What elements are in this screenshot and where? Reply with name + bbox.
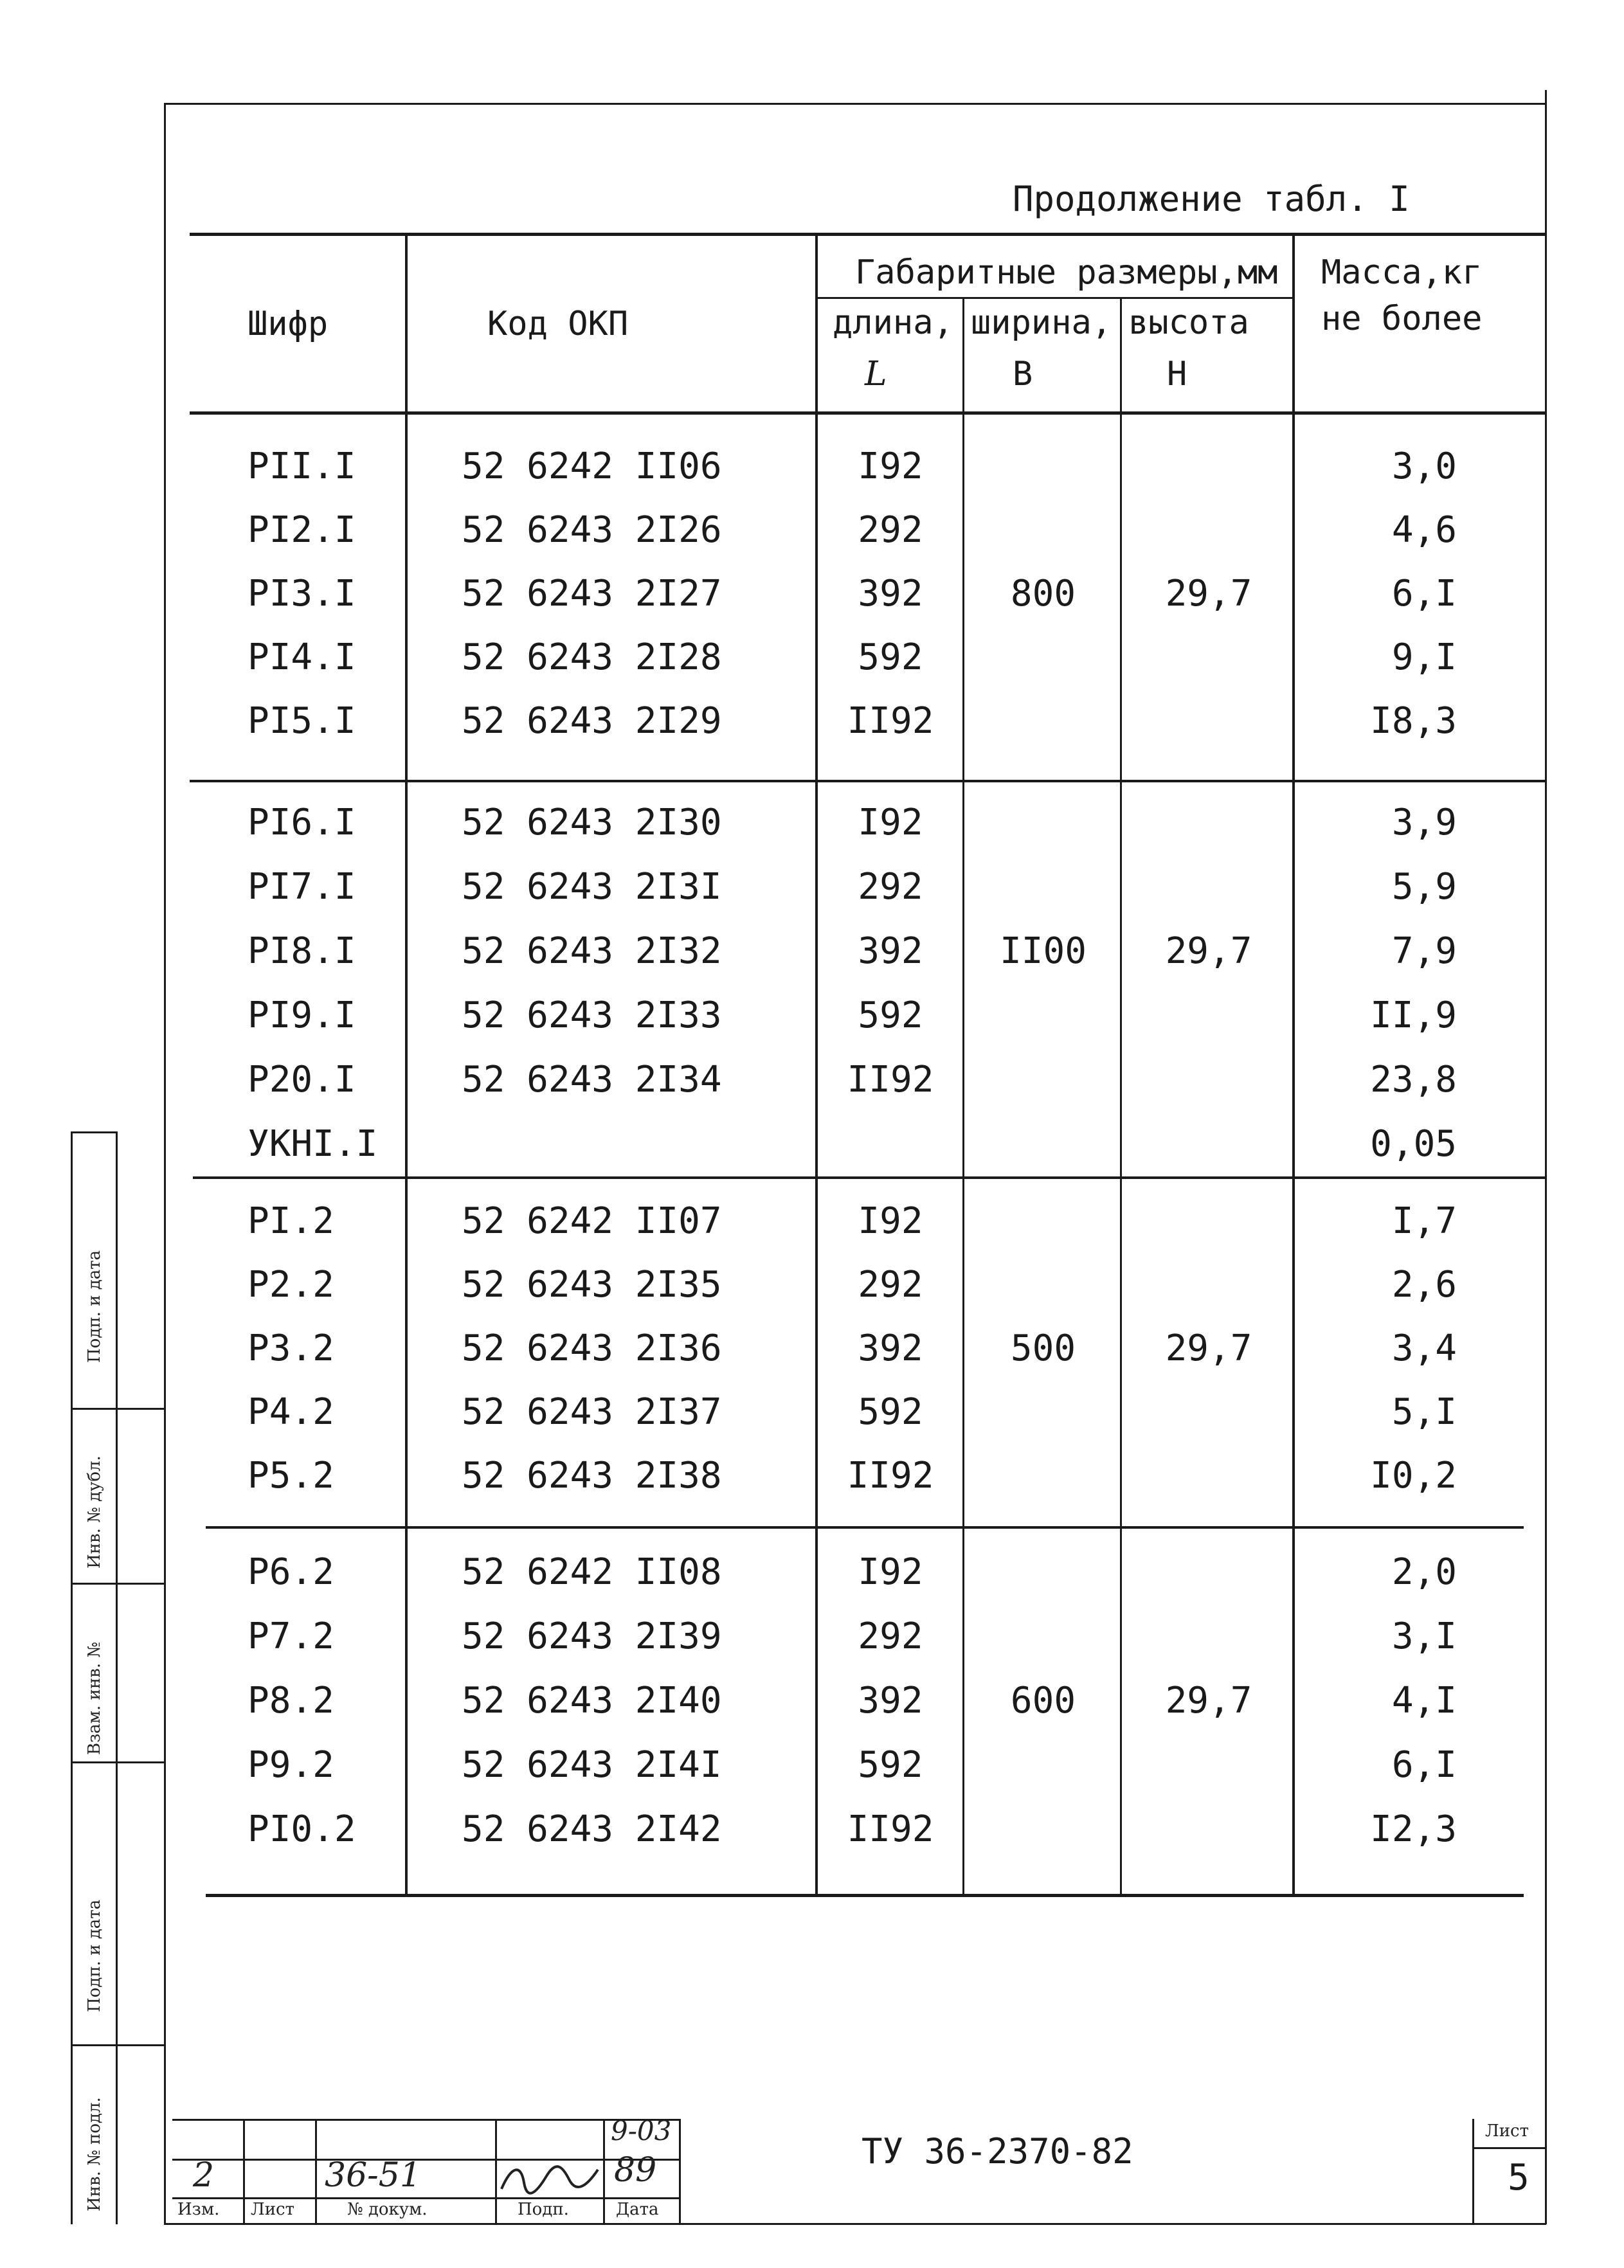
side-stamp-top: [71, 1131, 118, 1133]
side-stamp-inner-left: [116, 1131, 118, 2224]
header-width: ширина,: [971, 303, 1112, 342]
handwritten-izm: 2: [193, 2156, 215, 2195]
row-length: 592: [858, 636, 923, 678]
side-label-orig-inv: Инв. № подл.: [85, 2097, 104, 2211]
row-mass: I8,3: [1370, 700, 1457, 742]
row-code: 52 6243 2I27: [462, 573, 722, 615]
group-width: 600: [1010, 1680, 1076, 1722]
header-mass-line1: Масса,кг: [1321, 253, 1483, 292]
row-length: 292: [858, 1264, 923, 1306]
signature-mark: [498, 2154, 601, 2199]
row-code: 52 6243 2I32: [462, 930, 722, 972]
title-block-sep-2: [315, 2119, 317, 2223]
group-width: II00: [1000, 930, 1087, 972]
col-izm-label: Изм.: [177, 2200, 220, 2219]
handwritten-doc-number: 36-51: [325, 2156, 421, 2195]
row-code: 52 6243 2I26: [462, 509, 722, 551]
row-length: I92: [858, 1551, 923, 1593]
group-width: 500: [1010, 1328, 1076, 1369]
row-length: II92: [847, 700, 934, 742]
group-height: 29,7: [1165, 573, 1252, 615]
row-length: 592: [858, 1391, 923, 1433]
row-shifr: P20.I: [248, 1059, 356, 1101]
row-length: 592: [858, 1744, 923, 1786]
row-length: 292: [858, 509, 923, 551]
row-shifr: P7.2: [248, 1616, 334, 1657]
group-separator-2: [193, 1176, 1545, 1179]
group-separator-3: [206, 1526, 1524, 1529]
row-length: 292: [858, 1616, 923, 1657]
row-length: 392: [858, 1328, 923, 1369]
frame-right: [1545, 90, 1547, 2224]
row-shifr: PI3.I: [248, 573, 356, 615]
row-mass: 6,I: [1391, 573, 1457, 615]
row-shifr: P6.2: [248, 1551, 334, 1593]
col-divider-4: [1120, 297, 1122, 1895]
side-stamp-sep-2: [71, 1583, 164, 1585]
side-label-replace-inv: Взам. инв. №: [85, 1642, 104, 1755]
header-length: длина,: [833, 303, 953, 342]
title-block-sep-4: [603, 2119, 605, 2223]
sheet-number: 5: [1508, 2157, 1529, 2199]
row-mass: 23,8: [1370, 1059, 1457, 1101]
row-mass: 3,I: [1391, 1616, 1457, 1657]
row-shifr: PI5.I: [248, 700, 356, 742]
title-block-sep-5: [679, 2119, 681, 2223]
row-shifr: P3.2: [248, 1328, 334, 1369]
row-shifr: PI.2: [248, 1200, 334, 1242]
row-mass: 5,9: [1391, 866, 1457, 908]
sheet-label: Лист: [1485, 2121, 1529, 2141]
row-code: 52 6242 II07: [462, 1200, 722, 1242]
header-code: Код ОКП: [487, 305, 629, 343]
sheet-box-left: [1472, 2119, 1474, 2223]
header-height: высота: [1128, 303, 1249, 342]
row-code: 52 6243 2I29: [462, 700, 722, 742]
header-top-rule: [190, 233, 1545, 236]
group-width: 800: [1010, 573, 1076, 615]
row-length: II92: [847, 1059, 934, 1101]
group-height: 29,7: [1165, 930, 1252, 972]
row-mass: 9,I: [1391, 636, 1457, 678]
row-mass: 0,05: [1370, 1123, 1457, 1165]
row-code: 52 6243 2I28: [462, 636, 722, 678]
row-code: 52 6243 2I38: [462, 1455, 722, 1497]
row-mass: I0,2: [1370, 1455, 1457, 1497]
row-mass: 6,I: [1391, 1744, 1457, 1786]
side-stamp-sep-1: [71, 1408, 164, 1410]
row-shifr: PI9.I: [248, 995, 356, 1036]
col-sign-label: Подп.: [518, 2200, 569, 2219]
row-mass: 2,0: [1391, 1551, 1457, 1593]
row-mass: 3,0: [1391, 446, 1457, 487]
group-separator-1: [190, 780, 1545, 782]
header-height-symbol: H: [1167, 355, 1187, 393]
col-list-label: Лист: [251, 2200, 294, 2219]
row-mass: 4,I: [1391, 1680, 1457, 1722]
row-code: 52 6243 2I34: [462, 1059, 722, 1101]
header-mass-line2: не более: [1321, 300, 1483, 338]
dimensions-subheader-rule: [817, 297, 1292, 299]
sheet-box-rule: [1472, 2147, 1545, 2149]
side-stamp-sep-3: [71, 1761, 164, 1763]
row-mass: II,9: [1370, 995, 1457, 1036]
handwritten-date-top: 9-03: [611, 2115, 672, 2146]
col-divider-1: [405, 233, 408, 1895]
row-shifr: P9.2: [248, 1744, 334, 1786]
row-code: 52 6243 2I36: [462, 1328, 722, 1369]
row-length: 592: [858, 995, 923, 1036]
row-length: 392: [858, 1680, 923, 1722]
side-label-dup-inv: Инв. № дубл.: [85, 1455, 104, 1569]
col-divider-5: [1292, 233, 1295, 1895]
side-label-sign-date-2: Подп. и дата: [85, 1899, 104, 2012]
side-stamp-outer-left: [71, 1131, 73, 2224]
frame-bottom: [164, 2223, 1546, 2225]
side-label-sign-date-1: Подп. и дата: [85, 1250, 104, 1363]
row-code: 52 6243 2I35: [462, 1264, 722, 1306]
row-length: 392: [858, 573, 923, 615]
row-code: 52 6242 II06: [462, 446, 722, 487]
row-shifr: P8.2: [248, 1680, 334, 1722]
title-block-sep-3: [495, 2119, 497, 2223]
row-code: 52 6242 II08: [462, 1551, 722, 1593]
row-mass: 7,9: [1391, 930, 1457, 972]
table-caption: Продолжение табл. I: [1013, 179, 1410, 219]
row-code: 52 6243 2I42: [462, 1808, 722, 1850]
row-shifr: P4.2: [248, 1391, 334, 1433]
document-code: ТУ 36-2370-82: [862, 2131, 1133, 2172]
row-code: 52 6243 2I3I: [462, 866, 722, 908]
header-dimensions-group: Габаритные размеры,мм: [855, 253, 1278, 292]
row-length: 292: [858, 866, 923, 908]
row-shifr: P2.2: [248, 1264, 334, 1306]
frame-top: [164, 103, 1546, 105]
row-length: I92: [858, 446, 923, 487]
row-mass: 5,I: [1391, 1391, 1457, 1433]
row-length: I92: [858, 1200, 923, 1242]
row-length: 392: [858, 930, 923, 972]
group-height: 29,7: [1165, 1680, 1252, 1722]
row-length: I92: [858, 802, 923, 843]
row-mass: 2,6: [1391, 1264, 1457, 1306]
row-shifr: P5.2: [248, 1455, 334, 1497]
group-height: 29,7: [1165, 1328, 1252, 1369]
row-code: 52 6243 2I4I: [462, 1744, 722, 1786]
row-shifr: PI8.I: [248, 930, 356, 972]
row-length: II92: [847, 1808, 934, 1850]
row-code: 52 6243 2I39: [462, 1616, 722, 1657]
row-shifr: PI6.I: [248, 802, 356, 843]
row-mass: I2,3: [1370, 1808, 1457, 1850]
row-code: 52 6243 2I30: [462, 802, 722, 843]
row-mass: 3,9: [1391, 802, 1457, 843]
row-code: 52 6243 2I40: [462, 1680, 722, 1722]
row-code: 52 6243 2I37: [462, 1391, 722, 1433]
frame-left: [164, 103, 166, 2224]
header-width-symbol: B: [1013, 355, 1033, 393]
table-bottom-rule: [206, 1894, 1524, 1897]
row-code: 52 6243 2I33: [462, 995, 722, 1036]
row-shifr: PI4.I: [248, 636, 356, 678]
row-shifr: PII.I: [248, 446, 356, 487]
row-shifr: PI2.I: [248, 509, 356, 551]
row-shifr: PI7.I: [248, 866, 356, 908]
col-date-label: Дата: [616, 2200, 659, 2219]
row-shifr: УКНI.I: [248, 1123, 378, 1165]
row-mass: 3,4: [1391, 1328, 1457, 1369]
title-block-sep-1: [243, 2119, 245, 2223]
side-stamp-sep-4: [71, 2044, 164, 2046]
row-length: II92: [847, 1455, 934, 1497]
row-shifr: PI0.2: [248, 1808, 356, 1850]
row-mass: I,7: [1391, 1200, 1457, 1242]
header-shifr: Шифр: [248, 305, 329, 343]
row-mass: 4,6: [1391, 509, 1457, 551]
col-doc-label: № докум.: [347, 2200, 428, 2219]
handwritten-date-bottom: 89: [614, 2151, 657, 2190]
header-length-symbol: L: [865, 355, 887, 393]
header-bottom-rule: [190, 411, 1545, 415]
